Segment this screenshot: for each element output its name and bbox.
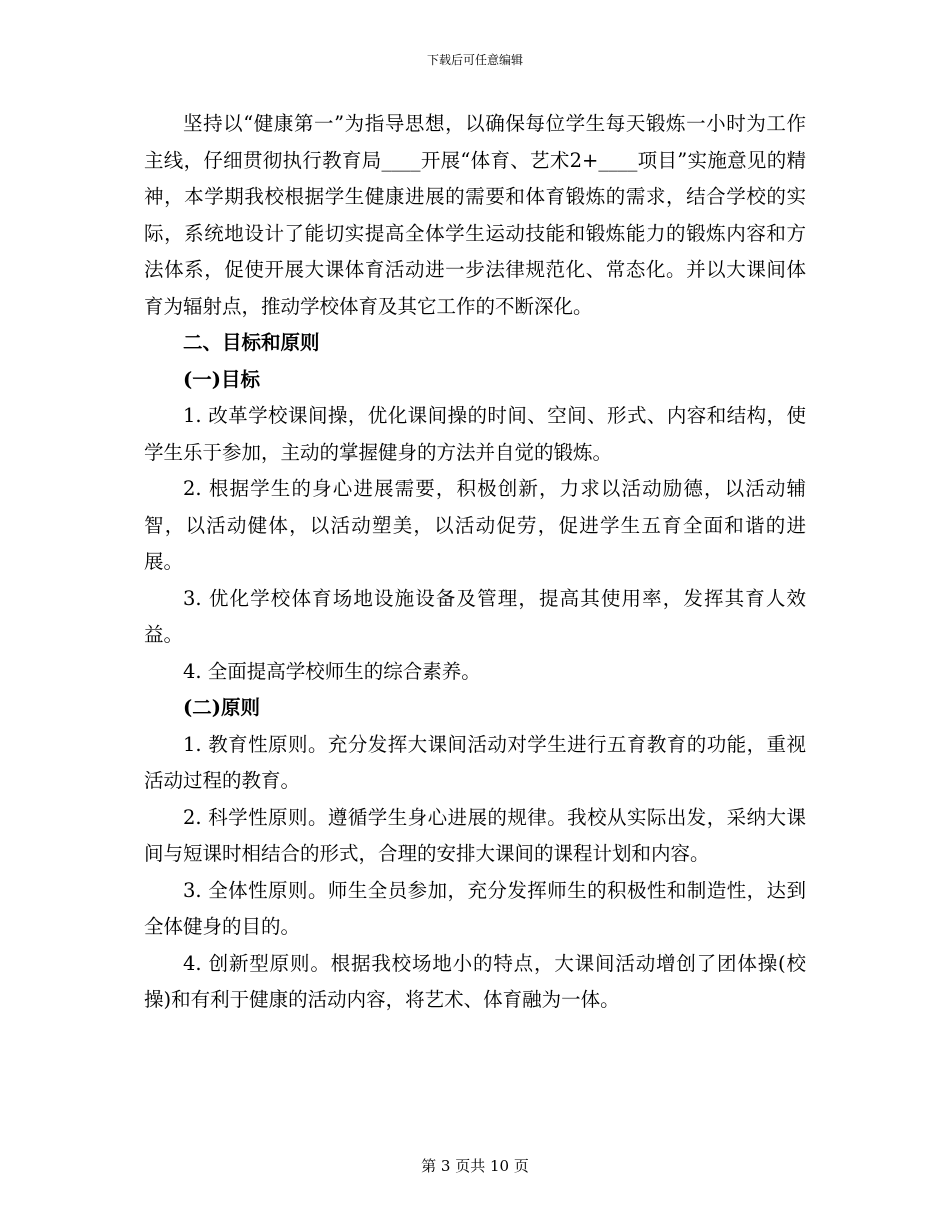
document-body — [144, 106, 806, 1019]
principle-item: 3. 全体性原则。师生全员参加，充分发挥师生的积极性和制造性，达到全体健身的目的。 — [144, 878, 806, 938]
intro-paragraph: 坚持以“健康第一”为指导思想，以确保每位学生每天锻炼一小时为工作主线，仔细贯彻执行教育局____开展“体育、艺术2+____项目”实施意见的精神，本学期我校根据学生健康进展的需要和体育锻炼的需求，结合学校的实际，系统地设计了能切实提高全体学生运动技能和锻炼能力的锻炼内容和方法体系，促使开展大课体育活动进一步法律规范化、常态化。并以大课间体育为辐射点，推动学校体育及其它工作的不断深化。 — [144, 112, 806, 318]
page-header: 下载后可任意编辑 — [426, 53, 523, 67]
section-heading: 二、目标和原则 — [183, 331, 320, 354]
principle-item: 4. 创新型原则。根据我校场地小的特点，大课间活动增创了团体操(校操)和有利于健康的活动内容，将艺术、体育融为一体。 — [144, 951, 806, 1011]
subsection-heading-goals: (一)目标 — [183, 367, 260, 391]
principle-item: 2. 科学性原则。遵循学生身心进展的规律。我校从实际出发，采纳大课间与短课时相结合的形式，合理的安排大课间的课程计划和内容。 — [144, 805, 806, 865]
goal-item: 3. 优化学校体育场地设施设备及管理，提高其使用率，发挥其育人效益。 — [144, 586, 806, 646]
principle-item: 1. 教育性原则。充分发挥大课间活动对学生进行五育教育的功能，重视活动过程的教育。 — [144, 732, 806, 792]
goal-item: 1. 改革学校课间操，优化课间操的时间、空间、形式、内容和结构，使学生乐于参加，主动的掌握健身的方法并自觉的锻炼。 — [144, 404, 806, 464]
page-number: 第 3 页共 10 页 — [421, 1157, 529, 1175]
goal-item: 2. 根据学生的身心进展需要，积极创新，力求以活动励德，以活动辅智，以活动健体，以活动塑美，以活动促劳，促进学生五育全面和谐的进展。 — [144, 477, 806, 573]
subsection-heading-principles: (二)原则 — [183, 696, 260, 719]
goal-item: 4. 全面提高学校师生的综合素养。 — [183, 659, 481, 683]
